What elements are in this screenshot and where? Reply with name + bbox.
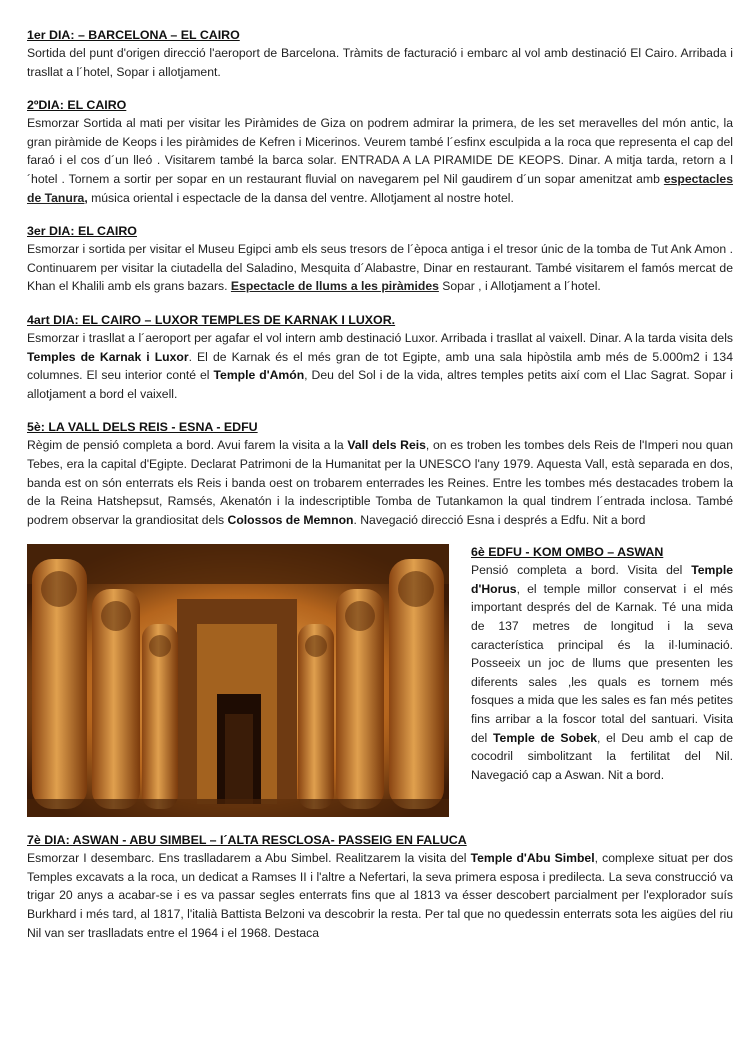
day-5-t2: , on es troben les tombes dels Reis de l'Imperi nou quan Tebes, era la capital d'Egipte. Declarat Patrimoni de la Humanitat per la UNESCO l'any 1979. Aquesta Vall, està separada en dos, banda est on són enterrats els Reis i banda oest on trobarem enterrades les Reines. Entre les tombes més destacades trobem la de la Reina Hatshepsut, Ramsés, Akenatón i la indescriptible Tomba de Tutankamon la qual tindrem l´entrada inclosa. També podrem observar la grandiositat dels (27, 438, 733, 527)
day-5-t1: Règim de pensió completa a bord. Avui farem la visita a la (27, 438, 348, 453)
day-6-text (471, 561, 733, 784)
day-6-title: 6è EDFU - KOM OMBO – ASWAN (471, 545, 664, 560)
day-7 (27, 831, 733, 942)
day-5-title: 5è: LA VALL DELS REIS - ESNA - EDFU (27, 420, 258, 435)
day-1-text: Sortida del punt d'origen direcció l'aeroport de Barcelona. Tràmits de facturació i embarc al vol amb destinació El Cairo. Arribada i trasllat a l´hotel, Sopar i allotjament. (27, 46, 733, 79)
day-3-text-a: Esmorzar i sortida per visitar el Museu Egipci amb els seus tresors de l´època antiga i el tresor únic de la tomba de Tut Ank Amon . Continuarem per visitar la ciutadella del Saladino, Mesquita d´Alabastre, Dinar en restaurant. També visitarem el famós mercat de Khan el Khalili amb els grans bazars. (27, 242, 733, 294)
day-3-title: 3er DIA: EL CAIRO (27, 224, 137, 239)
day-4-t1: Esmorzar i trasllat a l´aeroport per agafar el vol intern amb destinació Luxor. Arribada i trasllat al vaixell. Dinar. A la tarda visita dels (27, 330, 733, 345)
day-6-row (27, 544, 733, 817)
day-6-b2: Temple de Sobek (493, 730, 598, 745)
day-6-t3: , el Deu amb el cap de cocodril simbolitzant la fertilitat del Nil. Navegació cap a Aswan. Nit a bord. (471, 730, 733, 782)
day-5-t3: . Navegació direcció Esna i després a Edfu. Nit a bord (353, 512, 646, 527)
day-4 (27, 311, 733, 403)
day-6 (471, 544, 733, 817)
day-6-t1: Pensió completa a bord. Visita del (471, 563, 692, 578)
day-4-text (27, 329, 733, 403)
day-2-title: 2ºDIA: EL CAIRO (27, 98, 127, 113)
day-5-text (27, 436, 733, 529)
day-3-highlight: Espectacle de llums a les piràmides (230, 279, 439, 294)
day-5-b2: Colossos de Memnon (227, 512, 354, 527)
day-2-text-a: Esmorzar Sortida al mati per visitar les Piràmides de Giza on podrem admirar la primera, de les set meravelles del món antic, la gran piràmide de Keops i les piràmides de Kefren i Micerinos. Veurem també l´esfinx esculpida a la roca que representa el cap del faraó i el cos d´un lleó . Visitarem també la barca solar. ENTRADA A LA PIRAMIDE DE KEOPS. Dinar. A mitja tarda, retorn a l´hotel . Tornem a sortir per sopar en un restaurant fluvial on navegarem pel Nil gaudirem d´un sopar amenitzat amb (27, 116, 733, 186)
day-4-t2: . El de Karnak és el més gran de tot Egipte, amb una sala hipòstila amb més de 5.000m2 i 134 columnes. El seu interior conté el (27, 349, 733, 383)
day-1 (27, 26, 733, 81)
day-7-text (27, 849, 733, 942)
abu-simbel-temple-photo (27, 544, 449, 817)
day-7-t2: , complexe situat per dos Temples excavats a la roca, un dedicat a Ramses II i l'altre a Nefertari, la seva primera esposa i predilecta. La seva construcció va trigar 20 anys a acabar-se i es va passar segles enterrats fins que al 1813 va ésser descobert parcialment per l'explorador suís Burkhard i més tard, al 1817, l'italià Battista Belzoni va descobrir la resta. Per tal que no quedessin enterrats sota les aigües del riu Nil van ser traslladats entre el 1964 i el 1968. Destaca (27, 851, 734, 940)
day-3-text (27, 240, 733, 296)
day-2-highlight: espectacles de Tanura, (27, 171, 733, 205)
day-7-b1: Temple d'Abu Simbel (470, 851, 595, 866)
day-2 (27, 96, 733, 207)
day-3 (27, 222, 733, 296)
day-4-t3: , Deu del Sol i de la vida, altres temples petits així com el Llac Sagrat. Sopar i allotjament a bord el vaixell. (27, 368, 733, 401)
day-4-b1: Temples de Karnak i Luxor (27, 349, 189, 364)
day-6-b1: Temple d'Horus (471, 563, 733, 596)
day-3-text-b: Sopar , i Allotjament a l´hotel. (438, 279, 601, 294)
day-4-title: 4art DIA: EL CAIRO – LUXOR TEMPLES DE KARNAK I LUXOR. (27, 312, 396, 327)
day-5-b1: Vall dels Reis (347, 438, 426, 453)
day-4-b2: Temple d'Amón (213, 368, 305, 383)
day-2-text-b: música oriental i espectacle de la dansa del ventre. Allotjament al nostre hotel. (87, 190, 514, 205)
day-5 (27, 418, 733, 529)
day-7-title: 7è DIA: ASWAN - ABU SIMBEL – I´ALTA RESCLOSA- PASSEIG EN FALUCA (27, 833, 467, 848)
itinerary-page (27, 26, 733, 957)
day-1-title: 1er DIA: – BARCELONA – EL CAIRO (27, 28, 240, 42)
day-7-t1: Esmorzar I desembarc. Ens traslladarem a Abu Simbel. Realitzarem la visita del (27, 851, 471, 866)
day-6-t2: , el temple millor conservat i el més important després del de Karnak. Té una mida de 137 metres de longitud i la seva característica principal és la il·luminació. Posseeix un joc de llums que presenten les diferents sales ,les quals es tornem més fosques a mida que les sales es fan més petites fins arribar a la foscor total del santuari. Visita del (471, 581, 733, 745)
day-2-text (27, 114, 733, 207)
